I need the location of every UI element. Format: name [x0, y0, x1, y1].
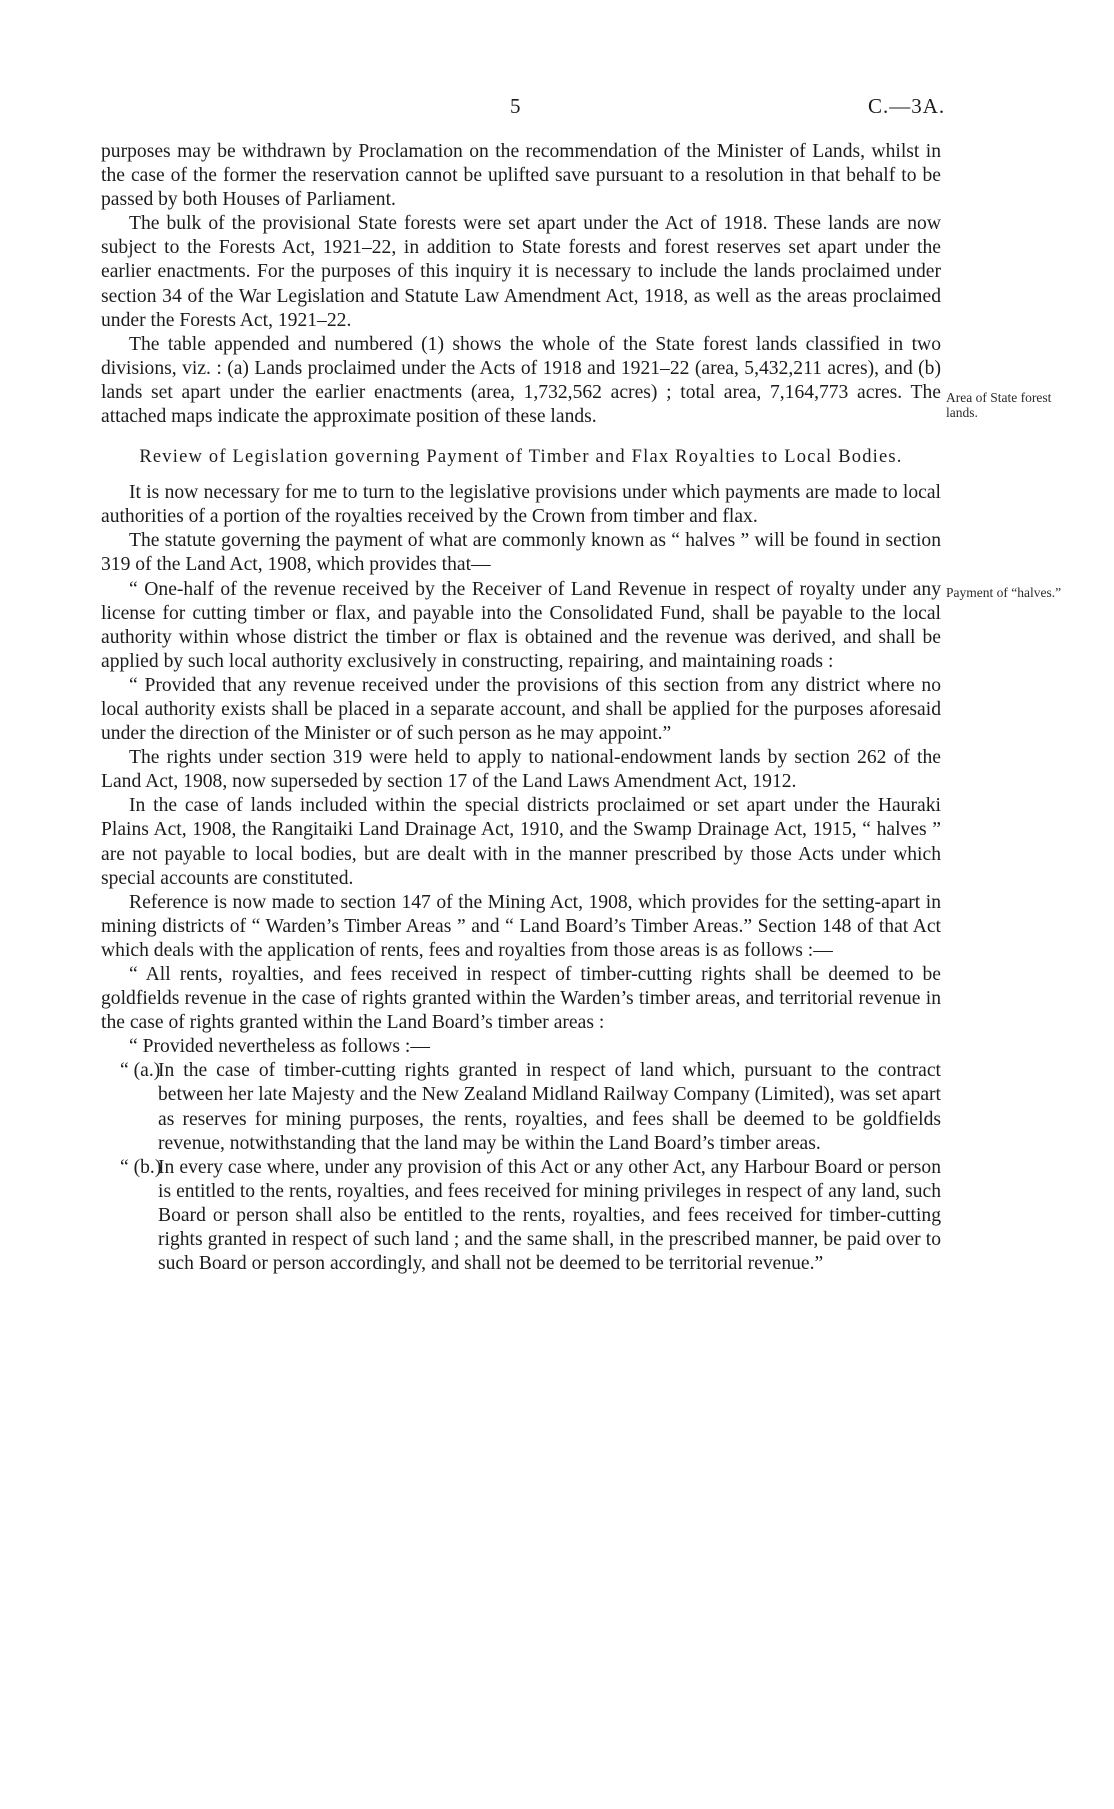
quote-1: “ One-half of the revenue received by the Receiver of Land Revenue in respect of royalty under any license for cutting timber or flax, and payable into the Consolidated Fund, shall be payable to the local authority within whose district the timber or flax is obtained and the revenue was derived, and shall be applied by such local authority exclusively in constructing, repairing, and maintaining roads :	[101, 578, 941, 672]
subclause-b	[120, 1156, 941, 1276]
paragraph-2: The bulk of the provisional State forests were set apart under the Act of 1918. These lands are now subject to the Forests Act, 1921–22, in addition to State forests and forest reserves set apart under the earlier enactments. For the purposes of this inquiry it is necessary to include the lands proclaimed under section 34 of the War Legislation and Statute Law Amendment Act, 1918, as well as the areas proclaimed under the Forests Act, 1921–22.	[101, 213, 941, 331]
body-text	[101, 140, 941, 1276]
quote-3: “ All rents, royalties, and fees received in respect of timber-cutting rights shall be deemed to be goldfields revenue in the case of rights granted within the Warden’s timber areas, and territorial revenue in the case of rights granted within the Land Board’s timber areas :	[101, 964, 941, 1034]
paragraph-6: The rights under section 319 were held to apply to national-endowment lands by section 262 of the Land Act, 1908, now superseded by section 17 of the Land Laws Amendment Act, 1912.	[101, 747, 941, 793]
subclause-a	[120, 1059, 941, 1155]
subclause-a-text: In the case of timber-cutting rights granted in respect of land which, pursuant to the contract between her late Majesty and the New Zealand Midland Railway Company (Limited), was set apart as reserves for mining purposes, the rents, royalties, and fees shall be deemed to be goldfields revenue, notwithstanding that the land may be within the Land Board’s timber areas.	[158, 1060, 941, 1154]
paragraph-5: The statute governing the payment of what are commonly known as “ halves ” will be found in section 319 of the Land Act, 1908, which provides that—	[101, 530, 941, 576]
page-number: 5	[510, 94, 521, 118]
section-heading: Review of Legislation governing Payment of Timber and Flax Royalties to Local Bodies.	[139, 447, 903, 468]
subclause-b-label: “ (b.)	[120, 1156, 162, 1178]
subclause-b-text: In every case where, under any provision of this Act or any other Act, any Harbour Board or person is entitled to the rents, royalties, and fees received for mining privileges in respect of any land, such Board or person shall also be entitled to the rents, royalties, and fees received for timber-cutting rights granted in respect of such land ; and the same shall, in the prescribed manner, be paid over to such Board or person accordingly, and shall not be deemed to be territorial revenue.”	[158, 1156, 941, 1275]
margin-note-area-of-state-forest: Area of State forest lands.	[946, 390, 1052, 420]
paragraph-1: purposes may be withdrawn by Proclamation on the recommendation of the Minister of Lands, whilst in the case of the former the reservation cannot be uplifted save pursuant to a resolution in that behalf to be passed by both Houses of Parliament.	[101, 141, 941, 211]
paragraph-3: The table appended and numbered (1) shows the whole of the State forest lands classified in two divisions, viz. : (a) Lands proclaimed under the Acts of 1918 and 1921–22 (area, 5,432,211 acres), and (b) lands set apart under the earlier enactments (area, 1,732,562 acres) ; total area, 7,164,773 acres. The attached maps indicate the approximate position of these lands.	[101, 333, 941, 428]
paragraph-8: Reference is now made to section 147 of the Mining Act, 1908, which provides for the setting-apart in mining districts of “ Warden’s Timber Areas ” and “ Land Board’s Timber Areas.” Section 148 of that Act which deals with the application of rents, fees and royalties from those areas is as follows :—	[101, 891, 941, 961]
quote-4: “ Provided nevertheless as follows :—	[129, 1036, 430, 1058]
paragraph-7: In the case of lands included within the special districts proclaimed or set apart under the Hauraki Plains Act, 1908, the Rangitaiki Land Drainage Act, 1910, and the Swamp Drainage Act, 1915, “ halves ” are not payable to local bodies, but are dealt with in the manner prescribed by those Acts under which special accounts are constituted.	[101, 795, 941, 889]
document-reference: C.—3A.	[868, 94, 946, 118]
quote-2: “ Provided that any revenue received under the provisions of this section from any district where no local authority exists shall be placed in a separate account, and shall be applied for the purposes aforesaid under the direction of the Minister or of such person as he may appoint.”	[101, 674, 941, 745]
margin-note-payment-of-halves: Payment of “halves.”	[946, 585, 1062, 600]
subclause-a-label: “ (a.)	[120, 1060, 161, 1082]
paragraph-4: It is now necessary for me to turn to the legislative provisions under which payments are made to local authorities of a portion of the royalties received by the Crown from timber and flax.	[101, 482, 941, 528]
